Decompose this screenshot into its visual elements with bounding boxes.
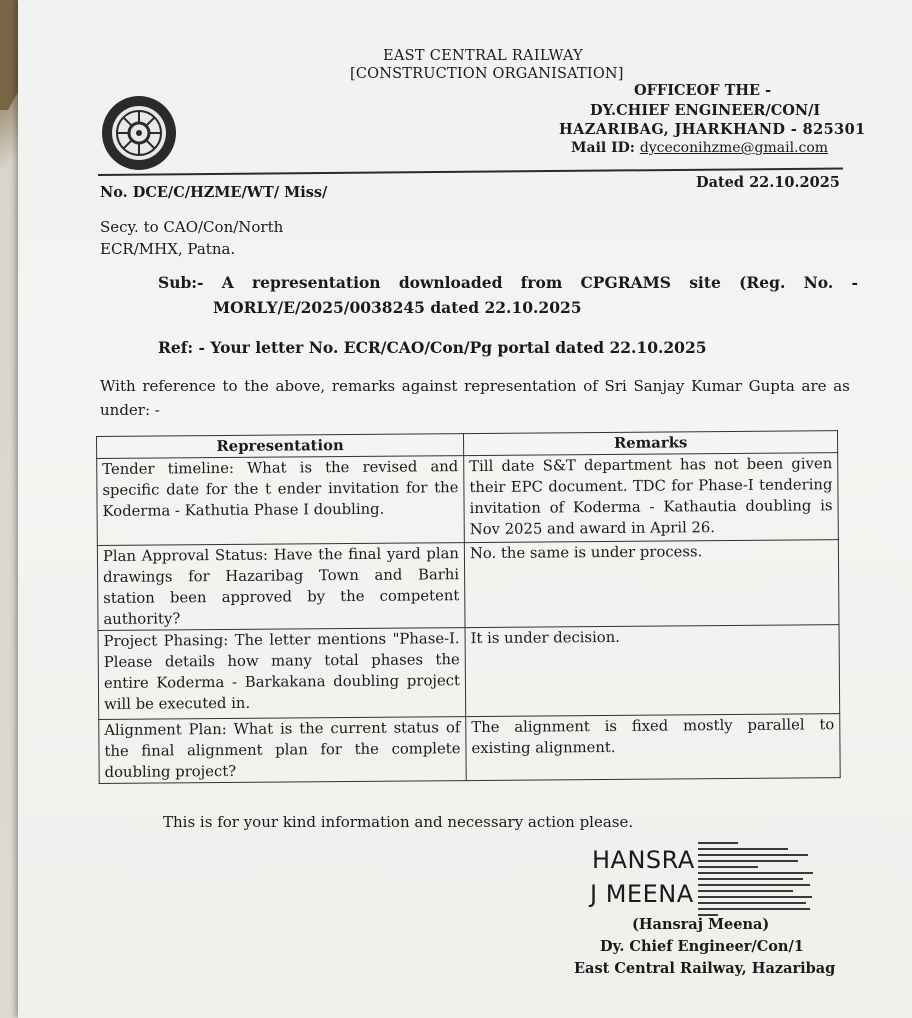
- representation-table: [96, 430, 841, 784]
- representation-cell: Project Phasing: The letter mentions "Phase-I. Please details how many total phases the entire Koderma - Barkakana doubling project will be executed in.: [98, 628, 466, 720]
- body-word: to: [222, 377, 238, 395]
- body-line-2: under: -: [100, 401, 160, 419]
- body-word: the: [244, 377, 269, 395]
- subject-word: -: [851, 273, 858, 292]
- body-word: of: [583, 377, 598, 395]
- addressee-line-1: Secy. to CAO/Con/North: [100, 218, 284, 236]
- subject-word: No.: [803, 273, 834, 292]
- column-header-representation: Representation: [97, 434, 464, 459]
- office-line-2: DY.CHIEF ENGINEER/CON/I: [590, 102, 821, 119]
- remarks-cell: It is under decision.: [465, 625, 840, 717]
- body-word: Sanjay: [633, 377, 685, 395]
- mail-id-link[interactable]: dyceconihzme@gmail.com: [639, 140, 829, 156]
- subject-line-2: MORLY/E/2025/0038245 dated 22.10.2025: [213, 298, 582, 317]
- reference-line: Ref: - Your letter No. ECR/CAO/Con/Pg portal dated 22.10.2025: [158, 338, 707, 357]
- body-word: representation: [464, 377, 577, 395]
- mail-label: Mail ID:: [571, 140, 635, 156]
- subject-word: downloaded: [398, 273, 503, 292]
- body-word: Gupta: [748, 377, 795, 395]
- office-line-1: OFFICEOF THE -: [634, 82, 772, 99]
- body-line-1: [100, 377, 850, 395]
- office-mail: [571, 140, 828, 156]
- signatory-name: (Hansraj Meena): [632, 916, 770, 933]
- subject-word: site: [689, 273, 721, 292]
- letter-page: [18, 0, 912, 1018]
- closing-line: This is for your kind information and necessary action please.: [163, 813, 634, 831]
- representation-cell: Alignment Plan: What is the current status of the final alignment plan for the complete doubling project?: [99, 717, 466, 784]
- digital-signature-block-icon: [698, 840, 816, 920]
- body-word: against: [401, 377, 458, 395]
- remarks-cell: Till date S&T department has not been given their EPC document. TDC for Phase-I tendering invitation of Koderma - Kathautia doubling is Nov 2025 and award in April 26.: [464, 453, 839, 543]
- subject-line-1: [158, 273, 858, 292]
- column-header-remarks: Remarks: [463, 431, 837, 456]
- body-word: remarks: [331, 377, 396, 395]
- subject-word: CPGRAMS: [580, 273, 671, 292]
- body-word: Sri: [604, 377, 627, 395]
- signatory-organization: East Central Railway, Hazaribag: [574, 960, 836, 977]
- remarks-cell: No. the same is under process.: [464, 540, 839, 628]
- subject-word: A: [221, 273, 234, 292]
- letter-date: Dated 22.10.2025: [696, 174, 840, 191]
- office-line-3: HAZARIBAG, JHARKHAND - 825301: [559, 121, 866, 138]
- table-row: [99, 714, 840, 784]
- signatory-designation: Dy. Chief Engineer/Con/1: [600, 938, 804, 955]
- subject-word: from: [520, 273, 563, 292]
- subject-word: (Reg.: [739, 273, 786, 292]
- body-word: With: [100, 377, 136, 395]
- sub-organization: [CONSTRUCTION ORGANISATION]: [350, 66, 624, 82]
- representation-cell: Tender timeline: What is the revised and specific date for the t ender invitation for the Koderma - Kathutia Phase I doubling.: [97, 456, 465, 546]
- remarks-cell: The alignment is fixed mostly parallel to existing alignment.: [466, 714, 840, 781]
- signature-line-2: J MEENA: [590, 880, 694, 908]
- railway-logo-icon: [100, 94, 178, 172]
- body-word: as: [833, 377, 850, 395]
- signature-line-1: HANSRA: [592, 846, 695, 874]
- reference-number: No. DCE/C/HZME/WT/ Miss/: [100, 184, 328, 201]
- table-row: [98, 625, 840, 720]
- representation-cell: Plan Approval Status: Have the final yard plan drawings for Hazaribag Town and Barhi station been approved by the competent authority?: [97, 543, 465, 631]
- subject-word: representation: [251, 273, 381, 292]
- organization-name: EAST CENTRAL RAILWAY: [383, 48, 584, 64]
- body-word: reference: [142, 377, 216, 395]
- table-row: [97, 540, 839, 631]
- subject-word: Sub:-: [158, 273, 204, 292]
- body-word: Kumar: [691, 377, 742, 395]
- body-word: above,: [275, 377, 326, 395]
- table-row: [97, 453, 839, 546]
- body-word: are: [801, 377, 827, 395]
- addressee-line-2: ECR/MHX, Patna.: [100, 240, 236, 258]
